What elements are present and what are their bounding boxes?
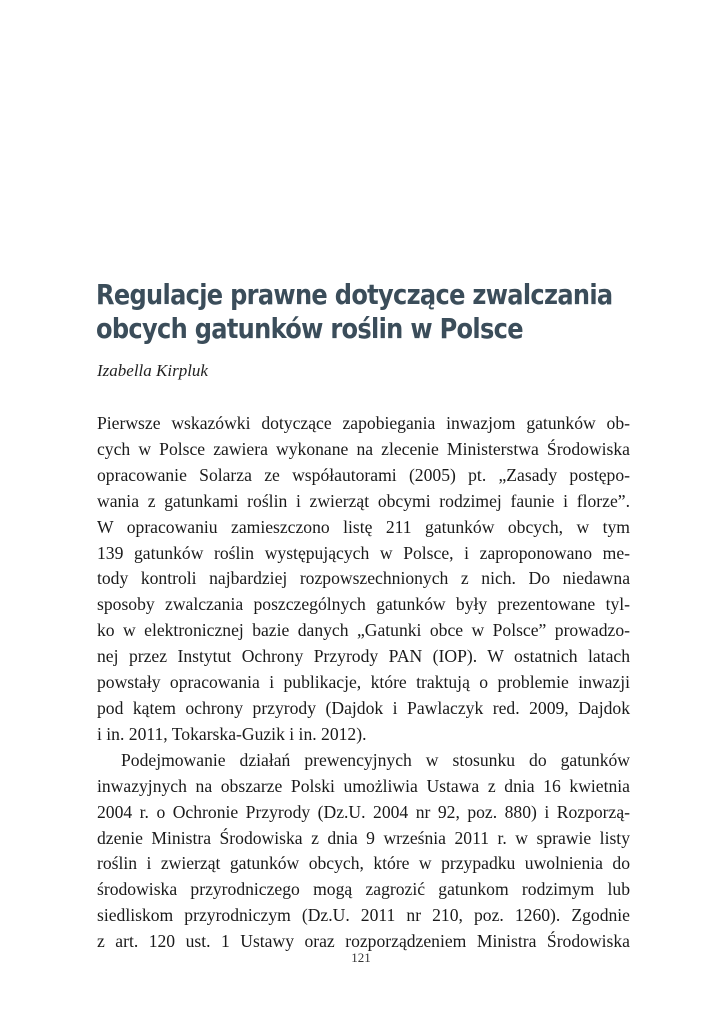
paragraph bbox=[97, 748, 630, 955]
text-line: opracowanie Solarza ze współautorami (2005) pt. „Zasady postępo- bbox=[97, 464, 630, 485]
text-line: Pierwsze wskazówki dotyczące zapobiegania inwazjom gatunków ob- bbox=[97, 413, 630, 433]
text-line: środowiska przyrodniczego mogą zagrozić gatunkom rodzimym lub bbox=[97, 879, 630, 900]
text-line: tody kontroli najbardziej rozpowszechnionych z nich. Do niedawna bbox=[97, 568, 630, 589]
chapter-author: Izabella Kirpluk bbox=[97, 361, 208, 380]
text-line: wania z gatunkami roślin i zwierząt obcymi rodzimej faunie i florze”. bbox=[97, 490, 630, 511]
paragraph bbox=[97, 411, 630, 748]
text-line: nej przez Instytut Ochrony Przyrody PAN (IOP). W ostatnich latach bbox=[97, 646, 630, 667]
text-line: inwazyjnych na obszarze Polski umożliwia Ustawa z dnia 16 kwietnia bbox=[97, 775, 630, 796]
text-line: sposoby zwalczania poszczególnych gatunków były prezentowane tyl- bbox=[97, 594, 630, 615]
text-line: 2004 r. o Ochronie Przyrody (Dz.U. 2004 nr 92, poz. 880) i Rozporzą- bbox=[97, 801, 630, 822]
page-number: 121 bbox=[351, 950, 371, 965]
text-line: cych w Polsce zawiera wykonane na zlecenie Ministerstwa Środowiska bbox=[97, 438, 630, 459]
text-line: dzenie Ministra Środowiska z dnia 9 września 2011 r. w sprawie listy bbox=[97, 827, 630, 848]
text-line: W opracowaniu zamieszczono listę 211 gatunków obcych, w tym bbox=[97, 516, 630, 537]
text-line: ko w elektronicznej bazie danych „Gatunki obce w Polsce” prowadzo- bbox=[97, 620, 630, 641]
text-line: Podejmowanie działań prewencyjnych w stosunku do gatunków bbox=[121, 749, 630, 770]
chapter-title-line: Regulacje prawne dotyczące zwalczania bbox=[96, 278, 613, 311]
text-line: 139 gatunków roślin występujących w Polsce, i zaproponowano me- bbox=[97, 542, 630, 563]
body-text bbox=[97, 411, 630, 955]
text-line: roślin i zwierząt gatunków obcych, które w przypadku uwolnienia do bbox=[97, 853, 630, 874]
chapter-title bbox=[96, 278, 613, 346]
text-line: pod kątem ochrony przyrody (Dajdok i Pawlaczyk red. 2009, Dajdok bbox=[97, 697, 630, 718]
text-line: powstały opracowania i publikacje, które traktują o problemie inwazji bbox=[97, 672, 630, 693]
text-line: siedliskom przyrodniczym (Dz.U. 2011 nr 210, poz. 1260). Zgodnie bbox=[97, 905, 630, 926]
text-line: i in. 2011, Tokarska-Guzik i in. 2012). bbox=[97, 723, 367, 744]
text-line: z art. 120 ust. 1 Ustawy oraz rozporządzeniem Ministra Środowiska bbox=[97, 931, 630, 952]
chapter-title-line: obcych gatunków roślin w Polsce bbox=[96, 312, 523, 345]
